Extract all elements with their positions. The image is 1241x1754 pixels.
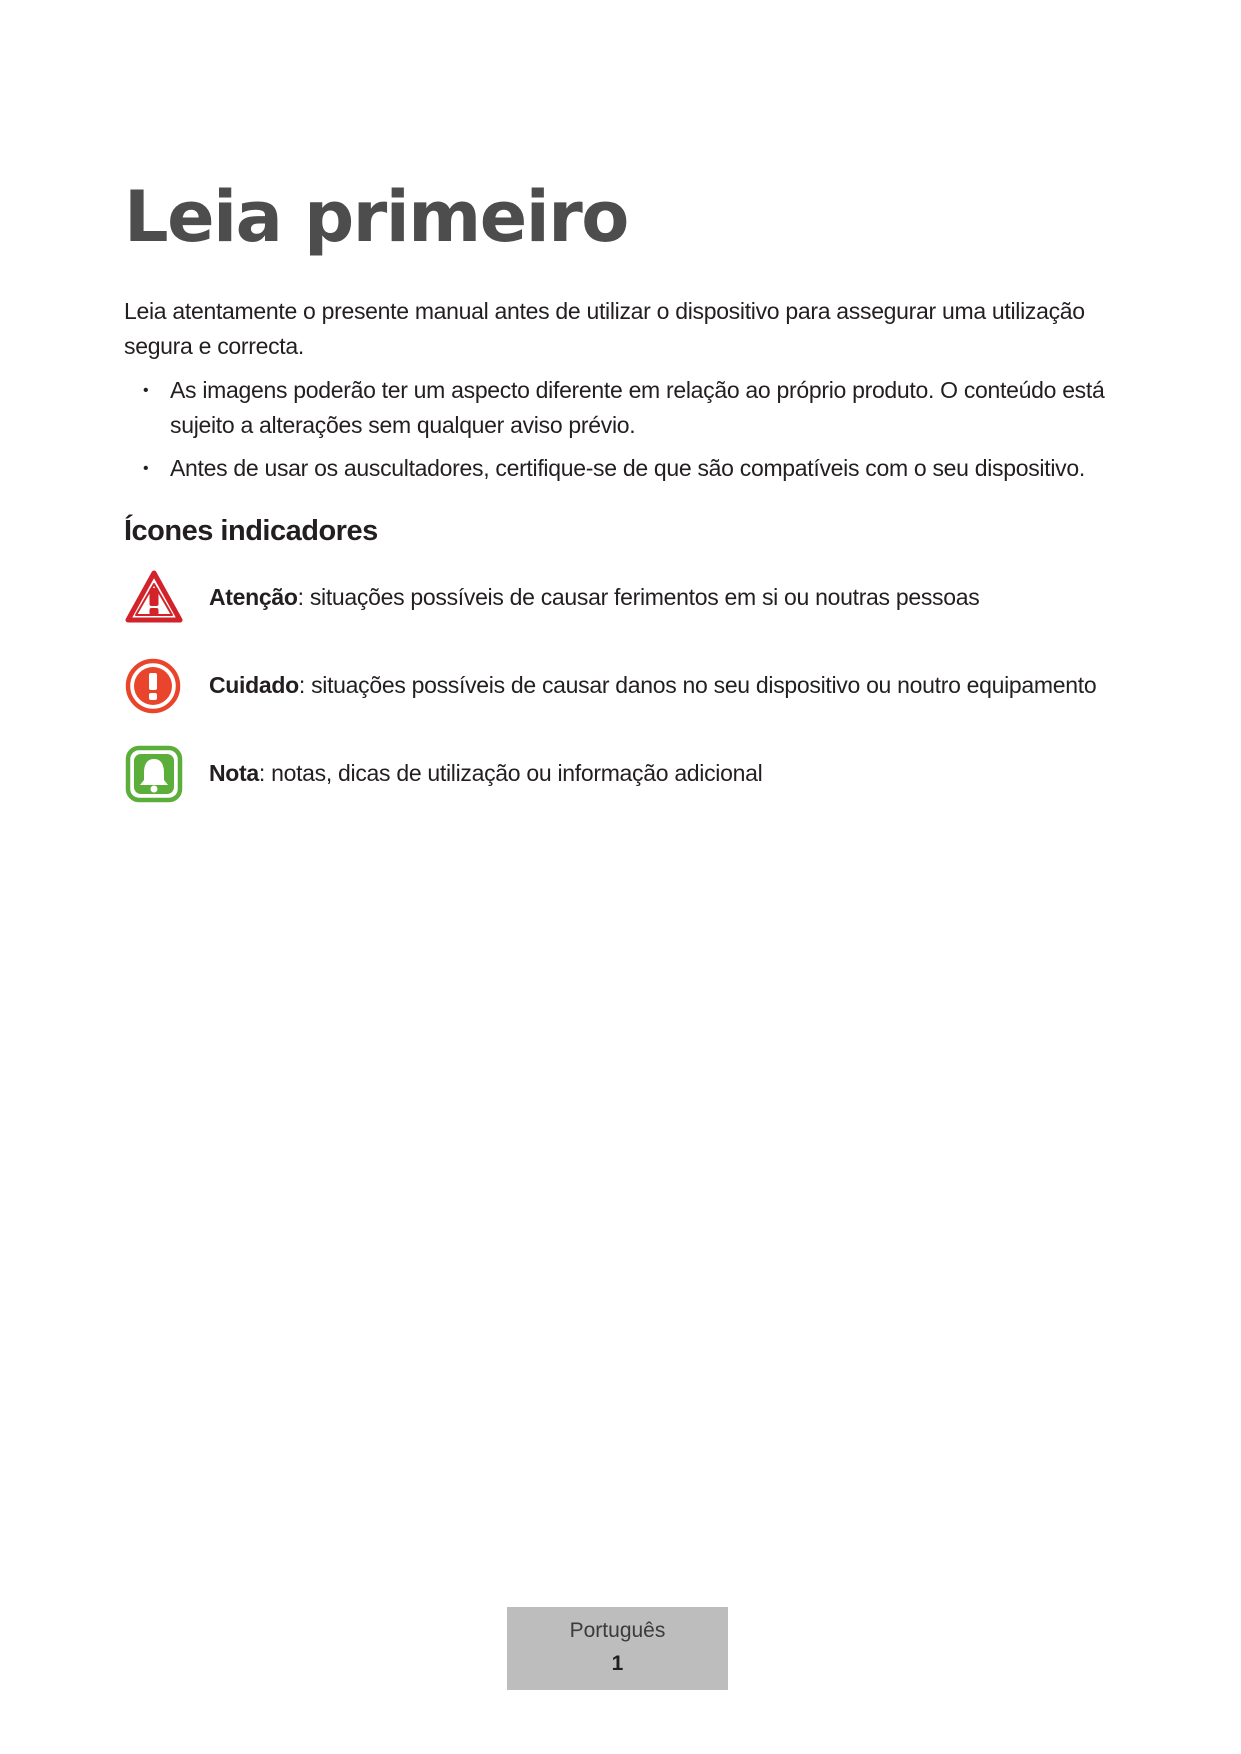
list-item <box>124 373 1124 443</box>
notice-list <box>124 373 1124 494</box>
section-heading: Ícones indicadores <box>124 515 378 547</box>
indicator-row-note <box>124 744 1124 804</box>
indicator-text: : situações possíveis de causar danos no seu dispositivo ou noutro equipamento <box>298 672 1097 698</box>
indicator-description <box>209 582 979 612</box>
page-footer <box>507 1607 728 1690</box>
list-item <box>124 451 1124 486</box>
indicator-row-caution <box>124 656 1124 716</box>
indicator-term: Nota <box>209 760 259 786</box>
intro-paragraph: Leia atentamente o presente manual antes de utilizar o dispositivo para assegurar uma utilização segura e correcta. <box>124 298 1085 359</box>
indicator-text: : notas, dicas de utilização ou informação adicional <box>258 760 763 786</box>
warning-triangle-icon <box>124 568 184 628</box>
bullet-icon: • <box>143 382 149 399</box>
indicator-term: Cuidado <box>209 672 299 698</box>
indicator-row-warning <box>124 568 1124 628</box>
bullet-icon: • <box>143 460 149 477</box>
indicator-term: Atenção <box>209 584 298 610</box>
note-bell-icon <box>124 744 184 804</box>
indicator-description <box>209 758 762 788</box>
indicator-text: : situações possíveis de causar ferimentos em si ou noutras pessoas <box>297 584 980 610</box>
caution-circle-icon <box>124 656 184 716</box>
page-number: 1 <box>611 1652 624 1675</box>
indicator-description <box>209 670 1096 700</box>
footer-language: Português <box>569 1619 666 1642</box>
page-title: Leia primeiro <box>124 176 628 258</box>
list-item-text: Antes de usar os auscultadores, certifique-se de que são compatíveis com o seu dispositivo. <box>170 455 1085 481</box>
list-item-text: As imagens poderão ter um aspecto diferente em relação ao próprio produto. O conteúdo está sujeito a alterações sem qualquer aviso prévio. <box>170 377 1105 438</box>
